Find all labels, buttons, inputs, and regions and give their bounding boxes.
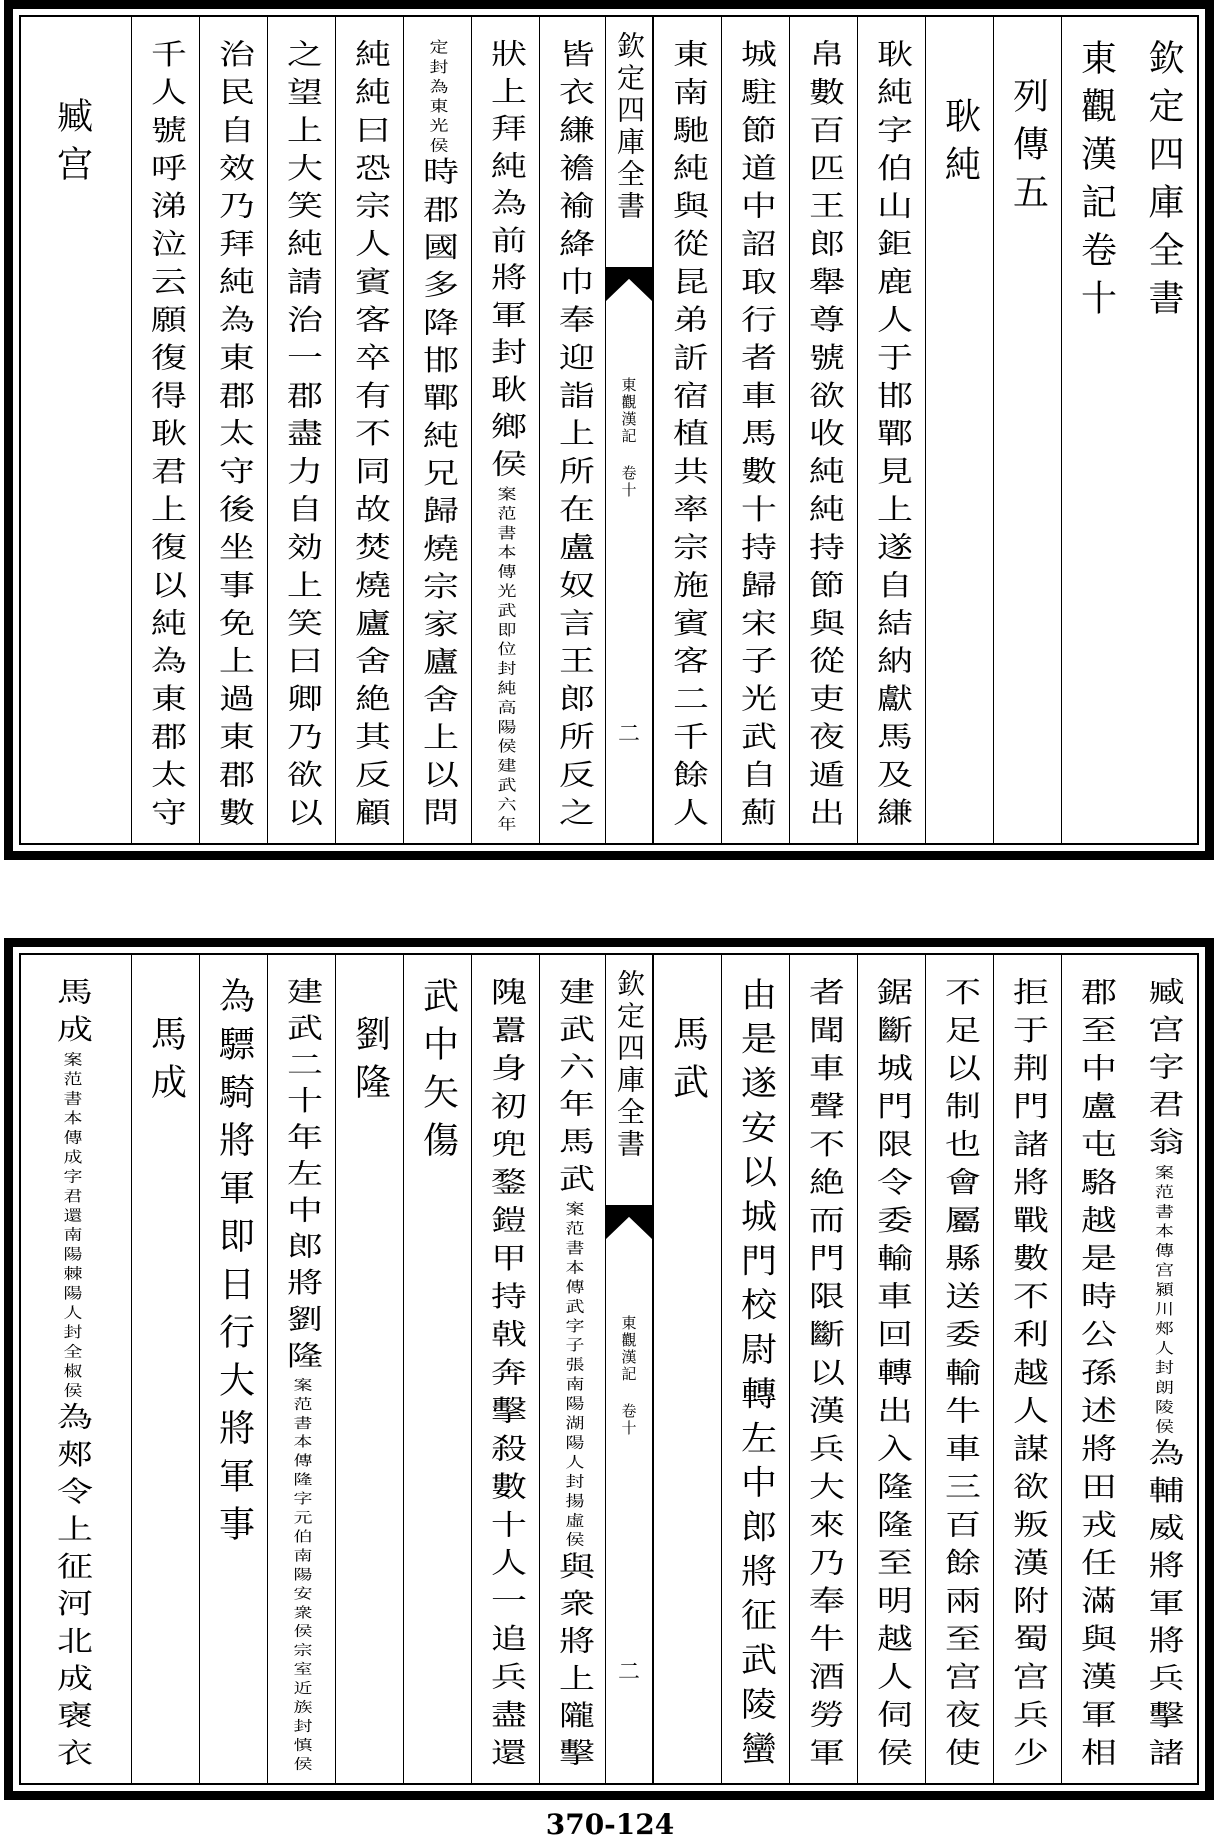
top-col-l6: [131, 17, 199, 843]
top-frame: [4, 0, 1214, 860]
text-line: 城駐節道中詔取行者車馬數十持歸宋子光武自薊: [735, 39, 777, 836]
annotation-note: 定封為東光侯: [426, 39, 449, 157]
main-text: 為郟令上征河北成襃衣: [51, 1401, 93, 1776]
top-col-r7: [653, 17, 721, 843]
annotation-note: 案范書本傳成字君還南陽棘陽人封全椒侯: [60, 1051, 83, 1402]
bottom-inner-border: [19, 953, 1199, 1785]
main-text: 狀上拜純為前將軍封耿鄉侯: [485, 39, 527, 486]
page-number: 二: [617, 722, 641, 747]
bot-col-r0: [1129, 955, 1197, 1783]
bot-col-r5: [789, 955, 857, 1783]
top-col-l7: [11, 17, 131, 843]
top-col-r0: [1129, 17, 1197, 843]
top-col-l2: [403, 17, 471, 843]
bot-col-r2: [993, 955, 1061, 1783]
top-col-r2: [993, 17, 1061, 843]
top-col-l0: [539, 17, 607, 843]
text-line: 郡至中盧屯駱越是時公孫述將田戎任滿與漢軍相: [1075, 977, 1117, 1776]
center-title: 欽定四庫全書: [613, 969, 646, 1161]
text-line: 耿純: [939, 97, 981, 193]
text-line: 由是遂安以城門校尉轉左中郎將征武陵蠻: [735, 977, 777, 1776]
text-line: 者聞車聲不絶而門限斷以漢兵大來乃奉牛酒勞軍: [803, 977, 845, 1776]
text-line: 列傳五: [1007, 77, 1049, 221]
text-line: 劉隆: [349, 1015, 391, 1111]
main-text: 為輔威將軍將兵擊諸: [1143, 1437, 1184, 1776]
text-line: 耿純字伯山鉅鹿人于邯鄲見上遂自結納獻馬及縑: [871, 39, 913, 836]
top-col-l5: [199, 17, 267, 843]
top-col-l4: [267, 17, 335, 843]
page-number: 二: [617, 1660, 641, 1685]
main-text: 臧宫字君翁: [1143, 977, 1184, 1165]
annotation-note: 案范書本傳宫潁川郟人封朗陵侯: [1152, 1164, 1174, 1438]
center-subtitle: 東觀漢記 卷十: [619, 377, 638, 499]
annotation-note: 案范書本傳武字子張南陽湖陽人封揚虛侯: [562, 1201, 585, 1552]
text-line: 馬成: [145, 1015, 187, 1111]
bot-col-l4: [267, 955, 335, 1783]
bot-col-l0: [539, 955, 607, 1783]
bot-col-r6: [721, 955, 789, 1783]
text-line: [44, 977, 100, 1775]
top-col-r3: [925, 17, 993, 843]
text-line: 為驃騎將軍即日行大將軍事: [213, 977, 255, 1553]
text-line: 臧宫: [51, 97, 93, 193]
main-text: 建武六年馬武: [553, 977, 595, 1202]
top-col-l1: [471, 17, 539, 843]
main-text: 與衆將上隴擊: [553, 1551, 595, 1776]
text-line: [274, 977, 330, 1775]
center-title: 欽定四庫全書: [613, 31, 646, 223]
text-line: 鋸斷城門限令委輸車回轉出入隆隆至明越人伺侯: [871, 977, 913, 1776]
text-line: 純純曰恐宗人賓客卒有不同故焚燒廬舍絶其反顧: [349, 39, 391, 836]
text-line: 帛數百匹王郎舉尊號欲收純純持節與從吏夜遁出: [803, 39, 845, 836]
text-line: 隗囂身初兜鍪鎧甲持戟奔擊殺數十人一追兵盡還: [485, 977, 527, 1776]
page-footer-code: 370-124: [545, 1808, 675, 1841]
text-line: 欽定四庫全書: [1143, 39, 1184, 327]
text-line: [546, 977, 602, 1775]
bot-col-r1: [1061, 955, 1129, 1783]
text-line: 皆衣縑襜褕絳巾奉迎詣上所在盧奴言王郎所反之: [553, 39, 595, 836]
main-text: 建武二十年左中郎將劉隆: [281, 977, 323, 1378]
annotation-note: 案范書本傳光武即位封純高陽侯建武六年: [494, 485, 517, 836]
text-line: 東南馳純與從昆弟訢宿植共率宗施賓客二千餘人: [667, 39, 709, 836]
bot-col-l1: [471, 955, 539, 1783]
text-line: [478, 39, 534, 835]
top-col-r4: [857, 17, 925, 843]
text-line: 之望上大笑純請治一郡盡力自効上笑曰卿乃欲以: [281, 39, 323, 836]
fishtail-mark: [606, 267, 652, 301]
bottom-frame: [4, 938, 1214, 1800]
top-col-r1: [1061, 17, 1129, 843]
top-center-fold: [605, 17, 653, 843]
top-inner-border: [19, 15, 1199, 845]
top-col-r6: [721, 17, 789, 843]
center-subtitle: 東觀漢記 卷十: [619, 1315, 638, 1437]
bot-col-l7: [11, 955, 131, 1783]
top-col-l3: [335, 17, 403, 843]
bot-col-l5: [199, 955, 267, 1783]
fishtail-mark: [606, 1205, 652, 1239]
bot-col-l6: [131, 955, 199, 1783]
bot-col-l2: [403, 955, 471, 1783]
main-text: 時郡國多降邯鄲純兄歸燒宗家廬舍上以問: [417, 156, 459, 835]
text-line: 不足以制也會屬縣送委輸牛車三百餘兩至宫夜使: [939, 977, 981, 1776]
main-text: 馬成: [51, 977, 93, 1052]
text-line: 治民自效乃拜純為東郡太守後坐事免上過東郡數: [213, 39, 255, 836]
annotation-note: 案范書本傳隆字元伯南陽安衆侯宗室近族封慎侯: [290, 1377, 313, 1776]
text-line: 武中矢傷: [417, 977, 459, 1169]
bot-col-r3: [925, 955, 993, 1783]
top-col-r5: [789, 17, 857, 843]
text-line: [1135, 977, 1191, 1775]
bot-col-r4: [857, 955, 925, 1783]
text-line: 東觀漢記卷十: [1075, 39, 1117, 327]
bot-col-r7: [653, 955, 721, 1783]
text-line: 拒于荆門諸將戰數不利越人謀欲叛漢附蜀宫兵少: [1007, 977, 1049, 1776]
text-line: [410, 39, 466, 835]
bot-col-l3: [335, 955, 403, 1783]
bottom-center-fold: [605, 955, 653, 1783]
text-line: 馬武: [667, 1015, 709, 1111]
text-line: 千人號呼涕泣云願復得耿君上復以純為東郡太守: [145, 39, 187, 836]
